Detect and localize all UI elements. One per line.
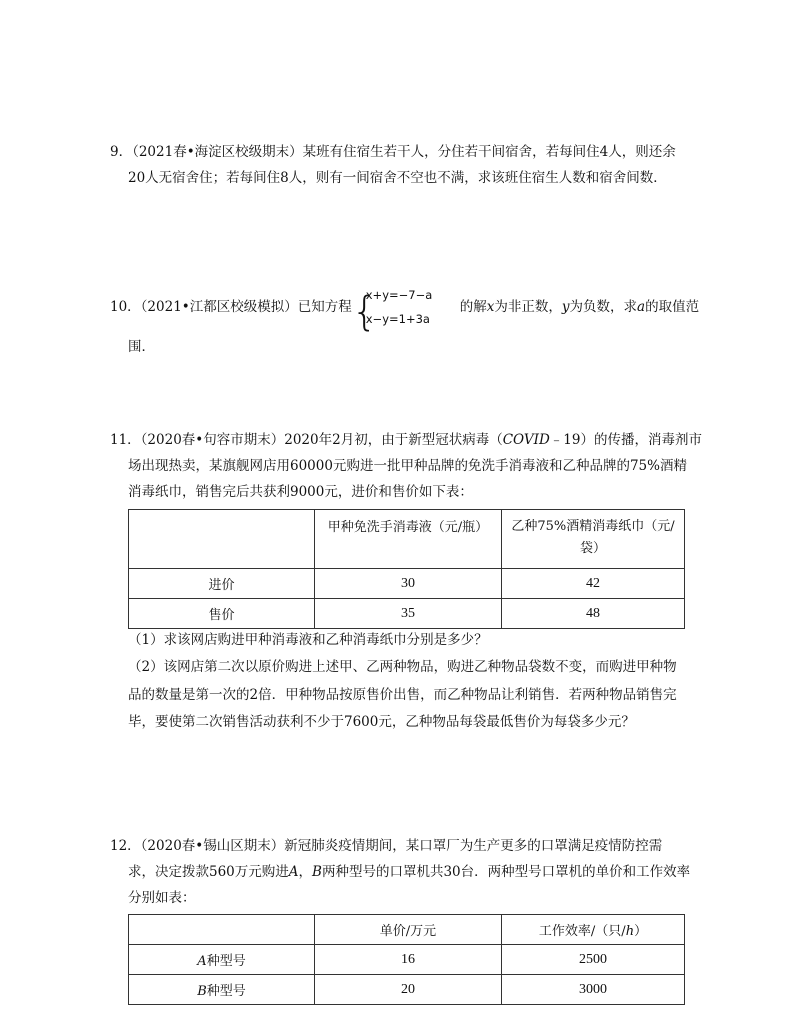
model-letter: B xyxy=(197,984,207,999)
table-cell-empty xyxy=(129,510,315,569)
q11-sub-2-line-1: （2）该网店第二次以原价购进上述甲、乙两种物品，购进乙种物品袋数不变，而购进甲种物 xyxy=(128,659,677,675)
table-cell: 48 xyxy=(502,599,685,629)
q10-text-4: 的取值范 xyxy=(645,299,700,315)
q10-var-y: y xyxy=(561,299,570,315)
q9-line-2: 20人无宿舍住；若每间住8人，则有一间宿舍不空也不满，求该班住宿生人数和宿舍间数． xyxy=(128,170,667,186)
efficiency-label: 工作效率/（只/ xyxy=(538,924,626,939)
brace-icon: { xyxy=(351,289,378,335)
q10-text-3: 为负数，求 xyxy=(569,299,638,315)
q11-price-table xyxy=(128,509,685,629)
table-row xyxy=(129,945,685,975)
equation-system xyxy=(351,288,460,335)
table-row xyxy=(129,975,685,1005)
table-cell: 2500 xyxy=(502,945,685,975)
q10-text-1: 的解 xyxy=(459,299,487,315)
q11-sub-2-line-3: 毕，要使第二次销售活动获利不少于7600元，乙种物品每袋最低售价为每袋多少元？ xyxy=(128,714,635,730)
q10-var-x: x xyxy=(486,299,495,315)
equation-1: x+y=−7−a xyxy=(365,288,433,302)
table-header-jia: 甲种免洗手消毒液（元/瓶） xyxy=(315,510,502,569)
q11-text-a: 11．（2020春•句容市期末）2020年2月初，由于新型冠状病毒（ xyxy=(110,432,503,448)
table-cell-empty xyxy=(129,915,315,945)
q12-line-3: 分别如表： xyxy=(128,890,196,906)
q11-sub-2-line-2: 品的数量是第一次的2倍．甲种物品按原售价出售，而乙种物品让利销售．若两种物品销售完 xyxy=(128,687,677,703)
table-cell: 20 xyxy=(315,975,502,1005)
table-cell-label: 进价 xyxy=(129,569,315,599)
q11-line-3: 消毒纸巾，销售完后共获利9000元，进价和售价如下表： xyxy=(128,484,473,500)
q11-sub-1: （1）求该网店购进甲种消毒液和乙种消毒纸巾分别是多少？ xyxy=(128,632,488,648)
table-header-row xyxy=(129,510,685,569)
table-header-yi-line2: 袋） xyxy=(579,541,606,556)
table-cell: 35 xyxy=(315,599,502,629)
q11-text-c: ﹣19）的传播，消毒剂市 xyxy=(549,432,702,448)
q10-text-2: 为非正数， xyxy=(494,299,562,315)
table-cell: 16 xyxy=(315,945,502,975)
q10-line-2: 围． xyxy=(128,339,155,355)
q12-var-b: B xyxy=(312,864,322,880)
equation-2: x−y=1+3a xyxy=(365,312,430,326)
table-cell: 3000 xyxy=(502,975,685,1005)
model-letter: A xyxy=(197,954,207,969)
table-header-row xyxy=(129,915,685,945)
efficiency-close: ） xyxy=(634,924,648,939)
table-cell-label: 售价 xyxy=(129,599,315,629)
q12-text-e: 两种型号的口罩机共30台．两种型号口罩机的单价和工作效率 xyxy=(321,864,691,880)
efficiency-unit-h: h xyxy=(625,924,635,939)
q12-var-a: A xyxy=(288,864,299,880)
q11-covid: COVID xyxy=(502,432,550,448)
table-cell-label xyxy=(129,975,315,1005)
q12-text-c: ， xyxy=(298,864,313,880)
table-cell: 30 xyxy=(315,569,502,599)
table-cell: 42 xyxy=(502,569,685,599)
model-suffix: 种型号 xyxy=(206,954,246,969)
q11-line-1 xyxy=(110,430,702,450)
q12-text-a: 求，决定拨款560万元购进 xyxy=(128,864,289,880)
q12-line-1: 12．（2020春•锡山区期末）新冠肺炎疫情期间，某口罩厂为生产更多的口罩满足疫情防控需 xyxy=(110,838,663,854)
table-cell-label xyxy=(129,945,315,975)
q10-var-a: a xyxy=(637,299,646,315)
model-suffix: 种型号 xyxy=(206,984,246,999)
q10-prefix: 10．（2021•江都区校级模拟）已知方程 xyxy=(110,299,352,315)
table-row xyxy=(129,599,685,629)
q12-line-2 xyxy=(128,862,690,882)
q11-line-2: 场出现热卖，某旗舰网店用60000元购进一批甲种品牌的免洗手消毒液和乙种品牌的75%酒精 xyxy=(128,458,687,474)
q12-machine-table xyxy=(128,914,685,1005)
table-header-yi xyxy=(502,510,685,569)
q9-line-1: 9．（2021春•海淀区校级期末）某班有住宿生若干人，分住若干间宿舍，若每间住4人，则还余 xyxy=(110,144,676,160)
table-header-price: 单价/万元 xyxy=(315,915,502,945)
table-header-efficiency xyxy=(502,915,685,945)
q10-line-1 xyxy=(110,288,700,335)
table-header-yi-line1: 乙种75%酒精消毒纸巾（元/ xyxy=(511,519,675,534)
table-row xyxy=(129,569,685,599)
